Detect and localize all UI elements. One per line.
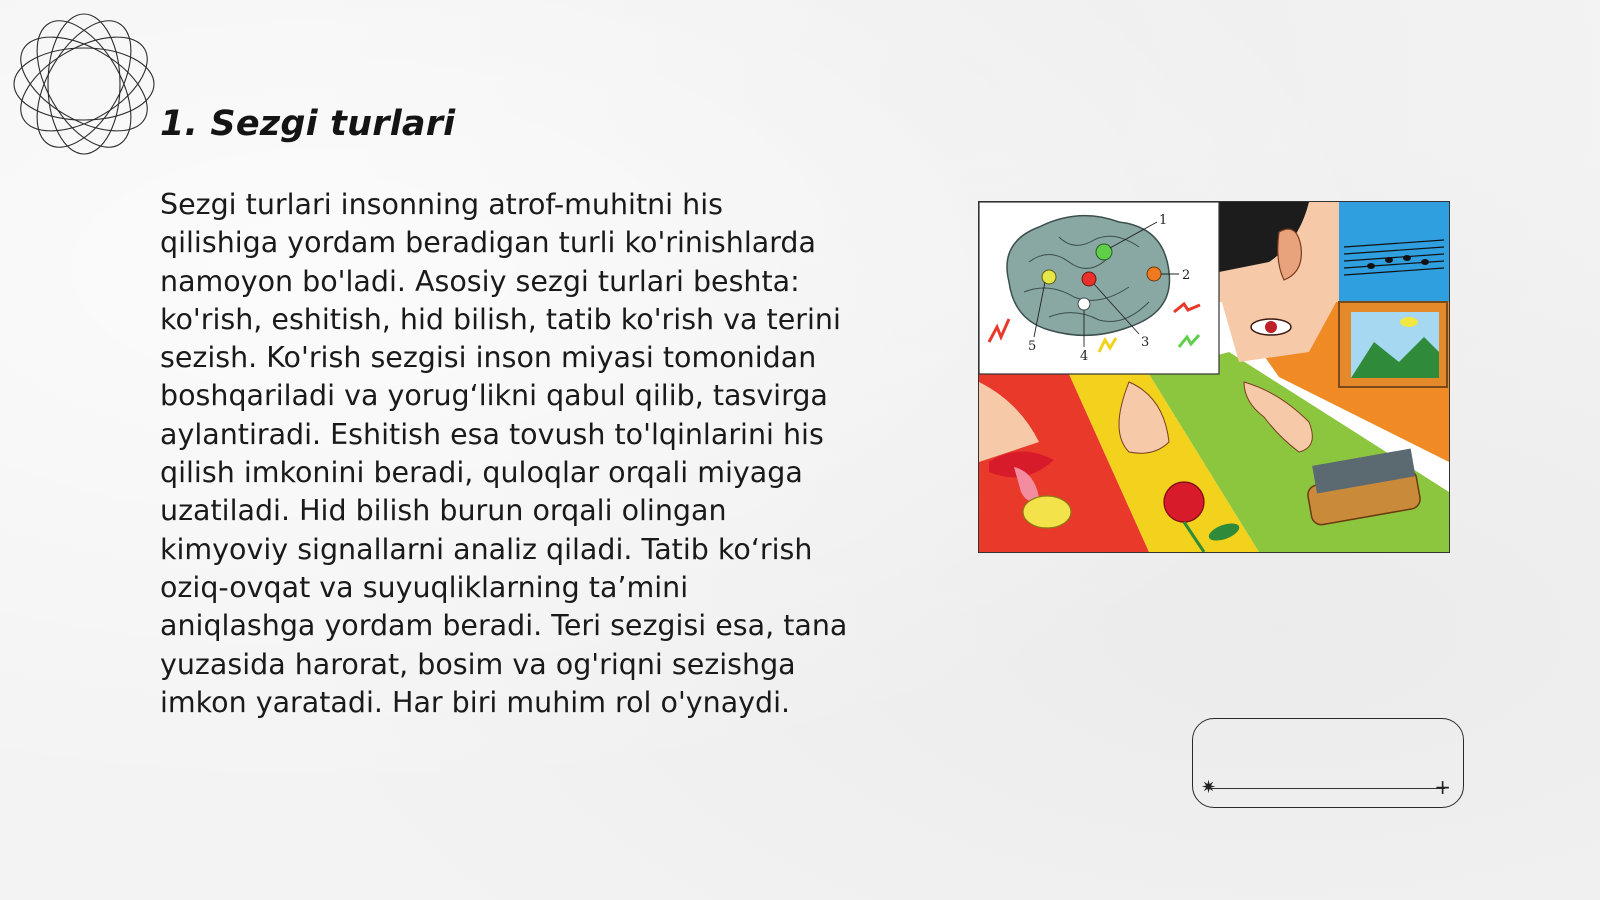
- sparkle-icon: ✷: [1201, 777, 1217, 798]
- brain-dot-5: [1042, 270, 1056, 284]
- brain-label-5: 5: [1028, 339, 1037, 354]
- plus-icon: +: [1434, 775, 1451, 799]
- brain-label-1: 1: [1159, 213, 1168, 228]
- brain-dot-3: [1082, 272, 1096, 286]
- music-panel: [1339, 202, 1449, 302]
- eye-iris: [1265, 321, 1277, 333]
- brain-dot-4: [1078, 298, 1090, 310]
- spirograph-rosette-icon: [10, 10, 158, 158]
- brain-dot-2: [1147, 267, 1161, 281]
- landscape-sun: [1400, 317, 1418, 327]
- brain-label-4: 4: [1080, 349, 1089, 364]
- brain-label-3: 3: [1141, 335, 1150, 350]
- decorative-frame: [1192, 718, 1464, 808]
- rose-flower: [1164, 482, 1204, 522]
- decorative-line: [1211, 788, 1445, 789]
- lemon-shape: [1023, 496, 1071, 528]
- slide-paragraph: Sezgi turlari insonning atrof-muhitni his qilishiga yordam beradigan turli ko'rinishlarda namoyon bo'ladi. Asosiy sezgi turlari beshta: ko'rish, eshitish, hid bilish, tatib ko'rish va terini sezish. Ko'rish sezgisi inson miyasi tomonidan boshqariladi va yorug‘likni qabul qilib, tasvirga aylantiradi. Eshitish esa tovush to'lqinlarini his qilish imkonini beradi, quloqlar orqali miyaga uzatiladi. Hid bilish burun orqali olingan kimyoviy signallarni analiz qiladi. Tatib ko‘rish oziq-ovqat va suyuqliklarning ta’mini aniqlashga yordam beradi. Teri sezgisi esa, tana yuzasida harorat, bosim va og'riqni sezishga imkon yaratadi. Har biri muhim rol o'ynaydi.: [160, 188, 848, 719]
- brain-dot-1: [1096, 244, 1112, 260]
- five-senses-illustration: [978, 201, 1450, 553]
- slide-title: 1. Sezgi turlari: [160, 104, 456, 144]
- five-senses-drawing: [979, 202, 1449, 552]
- brain-label-2: 2: [1182, 268, 1191, 283]
